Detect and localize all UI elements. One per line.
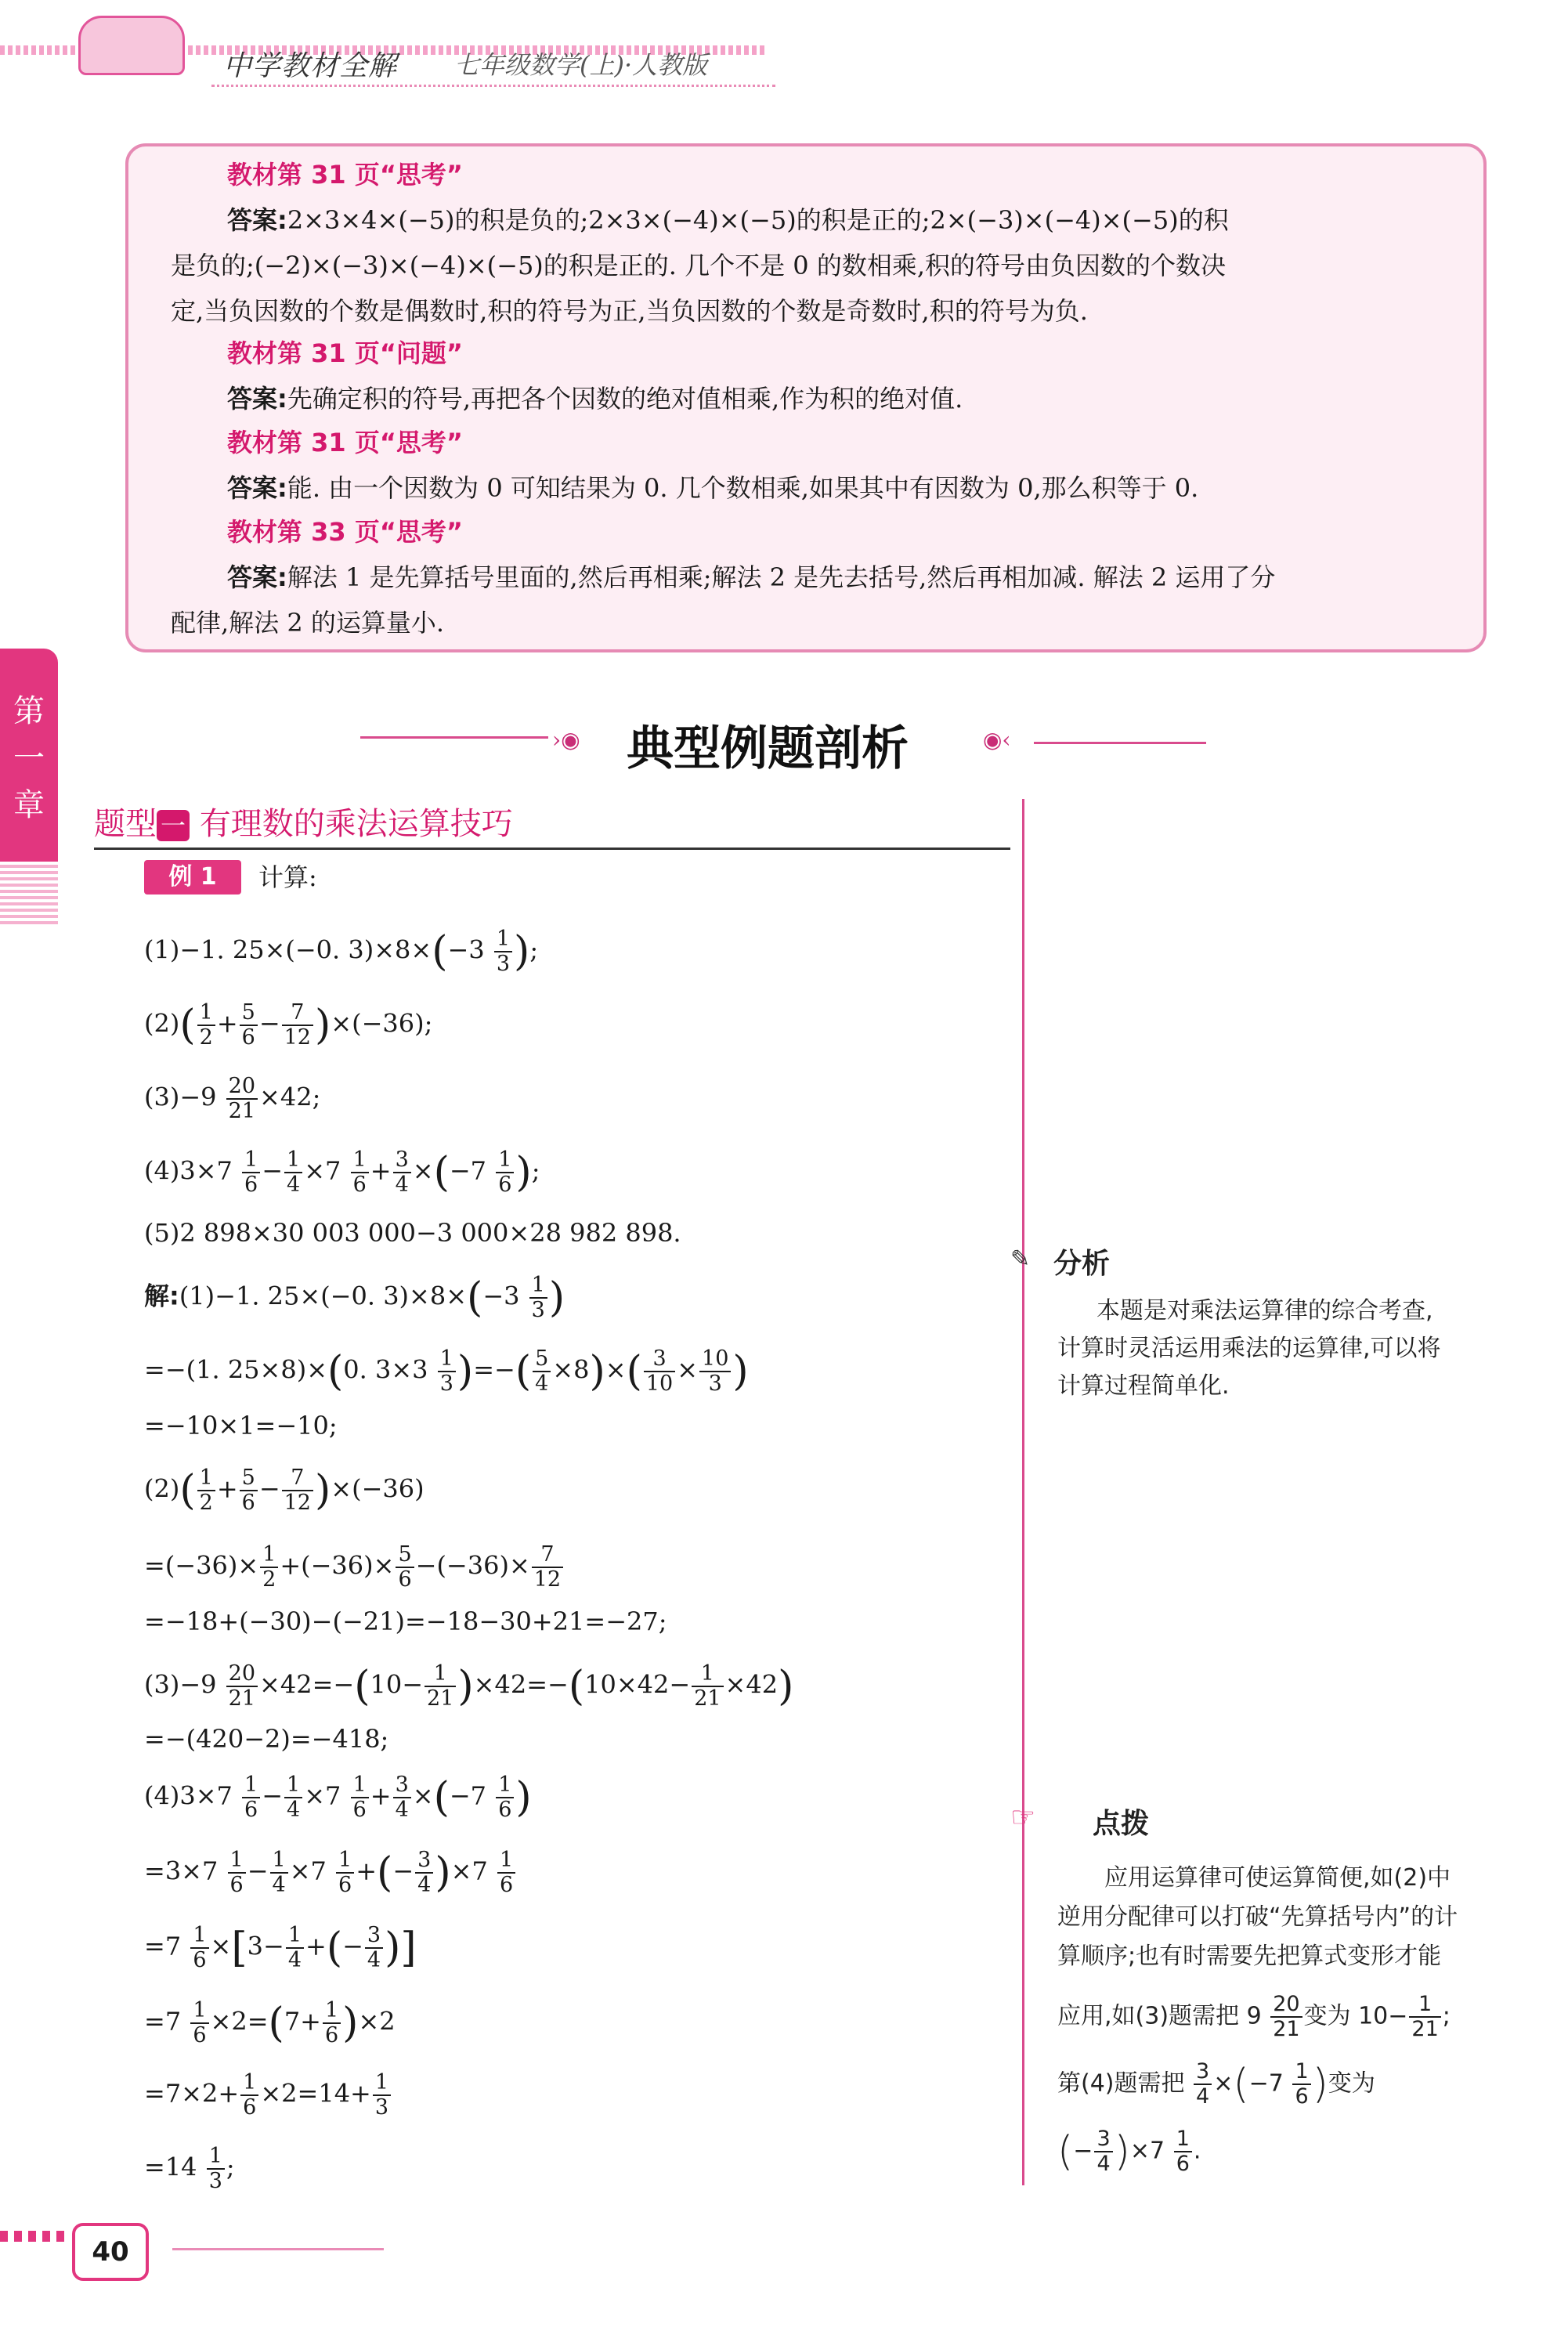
solution-2-step: =−18+(−30)−(−21)=−18−30+21=−27;	[144, 1607, 667, 1636]
solution-4-step: =7 $\frac{1}{6}$ ×2=(7+ $\frac{1}{6}$ )×2	[144, 1998, 396, 2047]
answer-ref: 教材第 31 页“问题”	[227, 338, 463, 368]
page-number: 40	[72, 2223, 149, 2281]
tip-line: 应用运算律可使运算简便,如(2)中	[1104, 1864, 1451, 1892]
solution-4-step: =3×7 $\frac{1}{6}$ − $\frac{1}{4}$ ×7 $\frac{1}{6}$ +(− $\frac{3}{4}$ )×7 $\frac{1}{6}$	[144, 1849, 517, 1897]
section-rule-right	[1034, 742, 1206, 744]
answer-line: 答案:2×3×4×(−5)的积是负的;2×3×(−4)×(−5)的积是正的;2×(−3)×(−4)×(−5)的积	[227, 205, 1229, 235]
solution-1-step: =−(1. 25×8)×(0. 3×3 $\frac{1}{3}$ )=−( $\frac{5}{4}$ ×8)×( $\frac{3}{10}$ × $\frac{10}{3}$ )	[144, 1346, 749, 1396]
problem-4: (4)3×7 $\frac{1}{6}$ − $\frac{1}{4}$ ×7 $\frac{1}{6}$ + $\frac{3}{4}$ ×(−7 $\frac{1}{6}$ );	[144, 1148, 540, 1197]
type-heading-rule	[94, 848, 1010, 850]
example-badge: 例 1	[144, 860, 241, 895]
chapter-tab: 第一章	[0, 649, 58, 924]
solution-2-step: (2)( $\frac{1}{2}$ + $\frac{5}{6}$ − $\frac{7}{12}$ )×(−36)	[144, 1466, 425, 1515]
type-number-badge: 一	[157, 810, 190, 841]
analysis-line: 本题是对乘法运算律的综合考查,	[1097, 1297, 1433, 1325]
example-prompt: 计算:	[258, 862, 317, 892]
arrow-right-icon: ›◉	[552, 727, 580, 753]
answer-ref: 教材第 31 页“思考”	[227, 160, 463, 190]
type-heading: 题型 一 有理数的乘法运算技巧	[94, 806, 513, 842]
solution-1-step: =−10×1=−10;	[144, 1411, 338, 1440]
tip-line: 算顺序;也有时需要先把算式变形才能	[1057, 1943, 1442, 1970]
answer-line: 配律,解法 2 的运算量小.	[171, 608, 445, 638]
tip-line: (− $\frac{3}{4}$ )×7 $\frac{1}{6}$ .	[1057, 2127, 1201, 2176]
pointing-hand-icon: ☞	[1010, 1802, 1036, 1834]
answer-line: 是负的;(−2)×(−3)×(−4)×(−5)的积是正的. 几个不是 0 的数相乘,积的符号由负因数的个数决	[171, 251, 1227, 280]
solution-4-step: =14 $\frac{1}{3}$ ;	[144, 2144, 235, 2193]
tip-line: 逆用分配律可以打破“先算括号内”的计	[1057, 1903, 1458, 1931]
analysis-line: 计算时灵活运用乘法的运算律,可以将	[1057, 1335, 1441, 1362]
solution-3-step: =−(420−2)=−418;	[144, 1724, 389, 1754]
problem-2: (2)( $\frac{1}{2}$ + $\frac{5}{6}$ − $\frac{7}{12}$ )×(−36);	[144, 1000, 433, 1050]
solution-2-step: =(−36)× $\frac{1}{2}$ +(−36)× $\frac{5}{6}$ −(−36)× $\frac{7}{12}$	[144, 1543, 565, 1592]
solution-4-step: (4)3×7 $\frac{1}{6}$ − $\frac{1}{4}$ ×7 $\frac{1}{6}$ + $\frac{3}{4}$ ×(−7 $\frac{1}{6}$ )	[144, 1773, 532, 1822]
solution-4-step: =7×2+ $\frac{1}{6}$ ×2=14+ $\frac{1}{3}$	[144, 2071, 392, 2120]
chapter-tab-stripe	[0, 862, 58, 924]
section-rule-left	[360, 736, 548, 739]
answer-ref: 教材第 33 页“思考”	[227, 517, 463, 547]
pen-icon: ✎	[1010, 1245, 1031, 1273]
tip-label: 点拨	[1093, 1808, 1150, 1840]
answer-ref: 教材第 31 页“思考”	[227, 428, 463, 457]
problem-3: (3)−9 $\frac{20}{21}$ ×42;	[144, 1074, 321, 1123]
tip-line: 应用,如(3)题需把 9 $\frac{20}{21}$ 变为 10− $\frac{1}{21}$ ;	[1057, 1992, 1451, 2041]
analysis-line: 计算过程简单化.	[1057, 1372, 1230, 1400]
arrow-left-icon: ◉‹	[983, 727, 1011, 753]
solution-1-step: 解:(1)−1. 25×(−0. 3)×8×(−3 $\frac{1}{3}$ )	[144, 1273, 565, 1322]
header-subtitle: 七年级数学(上)·人教版	[454, 50, 708, 80]
footer-dots	[0, 2231, 70, 2242]
problem-5: (5)2 898×30 003 000−3 000×28 982 898.	[144, 1218, 681, 1248]
problem-1: (1)−1. 25×(−0. 3)×8×(−3 $\frac{1}{3}$ );	[144, 927, 539, 976]
section-title: 典型例题剖析	[627, 721, 909, 776]
book-logo-icon	[78, 16, 185, 75]
solution-3-step: (3)−9 $\frac{20}{21}$ ×42=−(10− $\frac{1}{21}$ )×42=−(10×42− $\frac{1}{21}$ ×42)	[144, 1661, 794, 1711]
answer-line: 定,当负因数的个数是偶数时,积的符号为正,当负因数的个数是奇数时,积的符号为负.	[171, 296, 1088, 326]
header-divider	[211, 85, 775, 87]
analysis-label: 分析	[1053, 1248, 1111, 1280]
answer-line: 答案:先确定积的符号,再把各个因数的绝对值相乘,作为积的绝对值.	[227, 384, 963, 414]
header-title: 中学教材全解	[223, 50, 398, 82]
answer-line: 答案:解法 1 是先算括号里面的,然后再相乘;解法 2 是先去括号,然后再相加减. 解法 2 运用了分	[227, 562, 1276, 592]
tip-line: 第(4)题需把 $\frac{3}{4}$ ×(−7 $\frac{1}{6}$ )变为	[1057, 2059, 1375, 2109]
footer-rule	[172, 2248, 384, 2250]
answer-line: 答案:能. 由一个因数为 0 可知结果为 0. 几个数相乘,如果其中有因数为 0,那么积等于 0.	[227, 473, 1199, 503]
solution-4-step: =7 $\frac{1}{6}$ ×[3− $\frac{1}{4}$ +(− $\frac{3}{4}$ )]	[144, 1923, 417, 1972]
column-divider	[1022, 799, 1024, 2185]
